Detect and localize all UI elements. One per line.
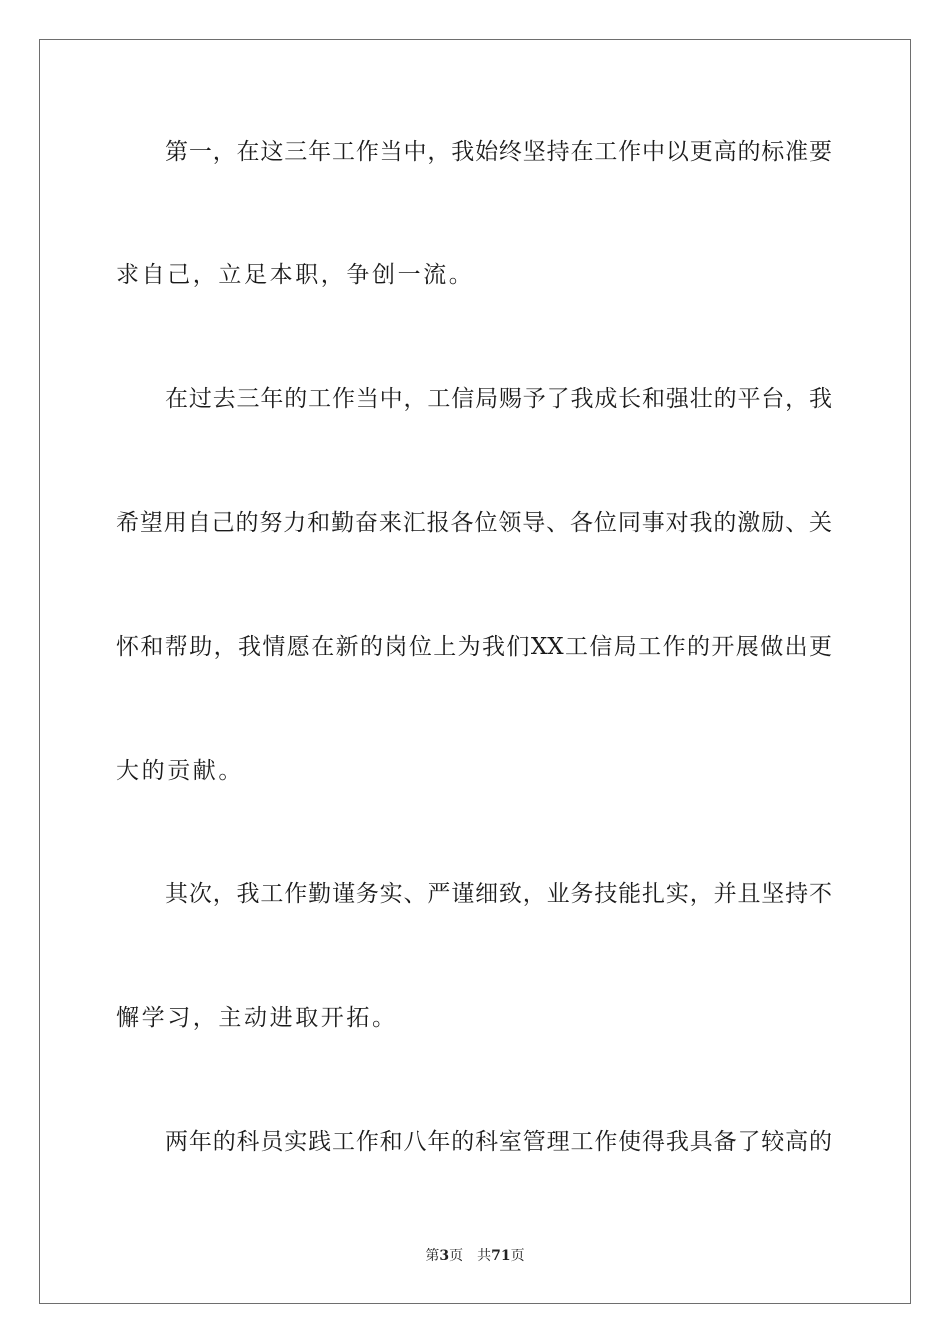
page-footer bbox=[0, 1247, 950, 1265]
footer-page-number: 3 bbox=[439, 1248, 450, 1264]
page-border bbox=[39, 39, 911, 1304]
paragraph-line-6: 大的贡献。 bbox=[116, 758, 244, 784]
footer-total-suffix: 页 bbox=[510, 1248, 525, 1264]
footer-page-prefix: 第 bbox=[425, 1248, 440, 1264]
footer-page-suffix: 页 bbox=[449, 1248, 464, 1264]
paragraph-line-4: 希望用自己的努力和勤奋来汇报各位领导、各位同事对我的激励、关 bbox=[116, 510, 832, 536]
footer-total-prefix: 共 bbox=[477, 1248, 492, 1264]
paragraph-line-7: 其次，我工作勤谨务实、严谨细致，业务技能扎实，并且坚持不 bbox=[165, 881, 832, 907]
footer-total-pages: 71 bbox=[491, 1248, 511, 1264]
paragraph-line-1: 第一，在这三年工作当中，我始终坚持在工作中以更高的标准要 bbox=[165, 139, 832, 165]
paragraph-line-5: 怀和帮助，我情愿在新的岗位上为我们XX工信局工作的开展做出更 bbox=[116, 634, 832, 660]
paragraph-line-9: 两年的科员实践工作和八年的科室管理工作使得我具备了较高的 bbox=[165, 1129, 832, 1155]
paragraph-line-3: 在过去三年的工作当中，工信局赐予了我成长和强壮的平台，我 bbox=[165, 386, 832, 412]
paragraph-line-2: 求自己，立足本职，争创一流。 bbox=[116, 262, 475, 288]
paragraph-line-8: 懈学习，主动进取开拓。 bbox=[116, 1005, 398, 1031]
